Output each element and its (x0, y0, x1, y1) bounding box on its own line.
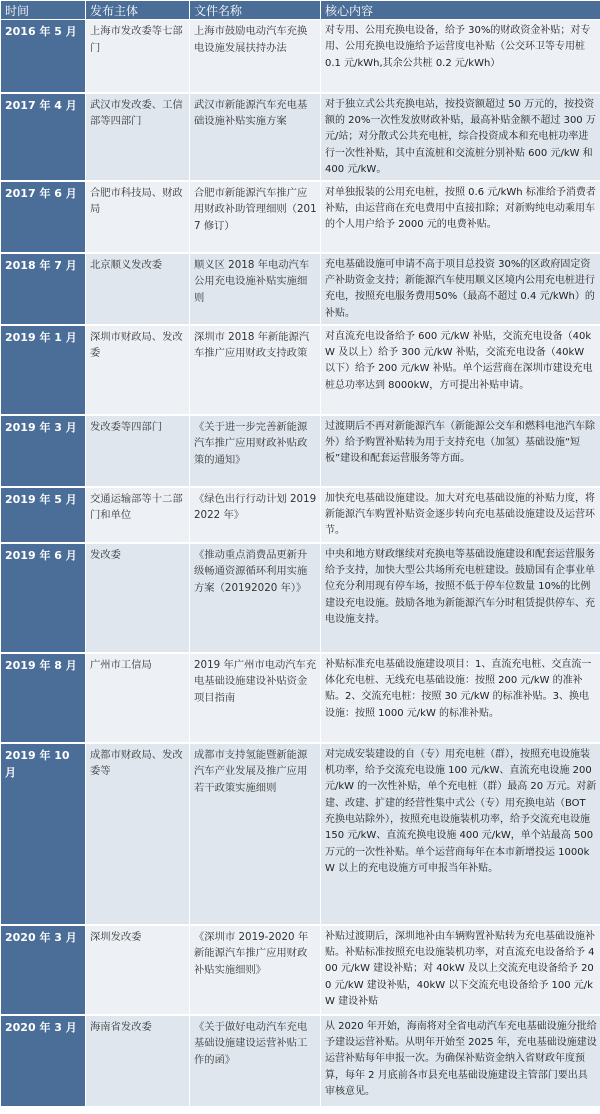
cell-issuer: 武汉市发改委、工信部等四部门 (86, 93, 190, 181)
cell-time: 2019 年 8 月 (1, 653, 86, 743)
cell-document: 武汉市新能源汽车充电基础设施补贴实施方案 (190, 93, 321, 181)
table-row (1, 181, 600, 253)
cell-issuer: 广州市工信局 (86, 653, 190, 743)
cell-content: 对于独立式公共充换电站，按投资额超过 50 万元的，按投资额的 20%一次性发放财政补贴，最高补贴金额不超过 300 万元/站；对分散式公共充电桩，综合投资成本和充电桩功率进行一次性补贴，其中直流桩和交流桩分别补贴 600 元/kW 和 400 元/kW。 (321, 93, 600, 181)
cell-issuer: 深圳发改委 (86, 925, 190, 1015)
cell-time: 2017 年 6 月 (1, 181, 86, 253)
cell-issuer: 深圳市财政局、发改委 (86, 325, 190, 415)
cell-content: 从 2020 年开始，海南将对全省电动汽车充电基础设施分批给予建设运营补贴。从明年开始至 2025 年，充电基础设施建设运营补贴每年申报一次。为确保补贴资金纳入省财政年度预算，每年 2 月底前各市县充电基础设施建设主管部门要出具审核意见。 (321, 1015, 600, 1107)
table-row (1, 253, 600, 325)
header-content: 核心内容 (321, 1, 600, 20)
table-row (1, 93, 600, 181)
table-row (1, 487, 600, 543)
cell-document: 《深圳市 2019-2020 年新能源汽车推广应用财政补贴实施细则》 (190, 925, 321, 1015)
cell-time: 2019 年 10 月 (1, 743, 86, 925)
cell-time: 2019 年 3 月 (1, 415, 86, 487)
cell-time: 2017 年 4 月 (1, 93, 86, 181)
cell-document: 《关于进一步完善新能源汽车推广应用财政补贴政策的通知》 (190, 415, 321, 487)
header-row (1, 1, 600, 20)
table-row (1, 325, 600, 415)
cell-issuer: 合肥市科技局、财政局 (86, 181, 190, 253)
table-row (1, 1015, 600, 1107)
cell-time: 2019 年 1 月 (1, 325, 86, 415)
cell-issuer: 交通运输部等十二部门和单位 (86, 487, 190, 543)
cell-time: 2019 年 6 月 (1, 543, 86, 653)
cell-document: 合肥市新能源汽车推广应用财政补助管理细则（2017 修订） (190, 181, 321, 253)
table-row (1, 653, 600, 743)
cell-document: 2019 年广州市电动汽车充电基础设施建设补贴资金项目指南 (190, 653, 321, 743)
table-row (1, 20, 600, 93)
cell-time: 2016 年 5 月 (1, 20, 86, 93)
cell-document: 《绿色出行行动计划 20192022 年》 (190, 487, 321, 543)
cell-issuer: 北京顺义发改委 (86, 253, 190, 325)
cell-document: 《推动重点消费品更新升级畅通资源循环利用实施方案（20192020 年）》 (190, 543, 321, 653)
cell-document: 上海市鼓励电动汽车充换电设施发展扶持办法 (190, 20, 321, 93)
cell-time: 2018 年 7 月 (1, 253, 86, 325)
cell-content: 对直流充电设备给予 600 元/kW 补贴，交流充电设备（40kW 及以上）给予 300 元/kW 补贴，交流充电设备（40kW 以下）给予 200 元/kW 补贴。单个运营商在深圳市建设充电桩总功率达到 8000kW，方可提出补贴申请。 (321, 325, 600, 415)
cell-issuer: 上海市发改委等七部门 (86, 20, 190, 93)
header-issuer: 发布主体 (86, 1, 190, 20)
cell-issuer: 发改委 (86, 543, 190, 653)
cell-content: 补贴过渡期后，深圳地补由车辆购置补贴转为充电基础设施补贴。补贴标准按照充电设施装机功率，对直流充电设备给予 400 元/kW 建设补贴；对 40kW 及以上交流充电设备给予 200 元/kW 建设补贴，40kW 以下交流充电设备给予 100 元/kW 建设补贴 (321, 925, 600, 1015)
cell-document: 深圳市 2018 年新能源汽车推广应用财政支持政策 (190, 325, 321, 415)
cell-document: 《关于做好电动汽车充电基础设施建设运营补贴工作的函》 (190, 1015, 321, 1107)
cell-issuer: 发改委等四部门 (86, 415, 190, 487)
cell-document: 成都市支持氢能暨新能源汽车产业发展及推广应用若干政策实施细则 (190, 743, 321, 925)
cell-content: 补贴标准充电基础设施建设项目：1、直流充电桩、交直流一体化充电桩、无线充电基础设施：按照 200 元/kW 的准补贴。2、交流充电桩：按照 30 元/kW 的标准补贴。3、换电设施：按照 1000 元/kW 的标准补贴。 (321, 653, 600, 743)
cell-content: 充电基础设施可申请不高于项目总投资 30%的区政府固定资产补助资金支持；新能源汽车使用顺义区境内公用充电桩进行充电，按照充电服务费用50%（最高不超过 0.4 元/kWh）的补贴。 (321, 253, 600, 325)
cell-content: 加快充电基础设施建设。加大对充电基础设施的补贴力度，将新能源汽车购置补贴资金逐步转向充电基础设施建设及运营环节。 (321, 487, 600, 543)
header-document: 文件名称 (190, 1, 321, 20)
cell-issuer: 海南省发改委 (86, 1015, 190, 1107)
cell-content: 对专用、公用充换电设备，给予 30%的财政资金补贴；对专用、公用充换电设施给予运营度电补贴（公交环卫等专用桩 0.1 元/kWh,其余公共桩 0.2 元/kWh） (321, 20, 600, 93)
cell-content: 对单独报装的公用充电桩，按照 0.6 元/kWh 标准给予消费者补贴，由运营商在充电费用中直接扣除；对新购纯电动乘用车的个人用户给予 2000 元的电费补贴。 (321, 181, 600, 253)
cell-time: 2020 年 3 月 (1, 925, 86, 1015)
table-row (1, 743, 600, 925)
cell-document: 顺义区 2018 年电动汽车公用充电设施补贴实施细则 (190, 253, 321, 325)
cell-content: 对完成安装建设的自（专）用充电桩（群），按照充电设施装机功率，给予交流充电设施 100 元/kW、直流充电设施 200 元/kW 的一次性补贴，单个充电桩（群）最高 20 万元。对新建、改建、扩建的经营性集中式公（专）用充换电站（BOT 充换电站除外），按照充电设施装机功率，给予交流充电设施 150 元/kW、直流充换电设施 400 元/kW，单个站最高 500 万元的一次性补贴。单个运营商每年在本市新增投运 1000kW 以上的充电设施方可申报当年补贴。 (321, 743, 600, 925)
cell-issuer: 成都市财政局、发改委等 (86, 743, 190, 925)
table-row (1, 415, 600, 487)
cell-time: 2020 年 3 月 (1, 1015, 86, 1107)
cell-content: 过渡期后不再对新能源汽车（新能源公交车和燃料电池汽车除外）给予购置补贴转为用于支持充电（加氢）基础设施“短板”建设和配套运营服务等方面。 (321, 415, 600, 487)
cell-time: 2019 年 5 月 (1, 487, 86, 543)
table-row (1, 543, 600, 653)
header-time: 时间 (1, 1, 86, 20)
cell-content: 中央和地方财政继续对充换电等基础设施建设和配套运营服务给予支持，加快大型公共场所充电桩建设。鼓励国有企事业单位充分利用现有停车场，按照不低于停车位数量 10%的比例建设充电设施。鼓励各地为新能源汽车分时租赁提供停车、充电设施支持。 (321, 543, 600, 653)
table-row (1, 925, 600, 1015)
